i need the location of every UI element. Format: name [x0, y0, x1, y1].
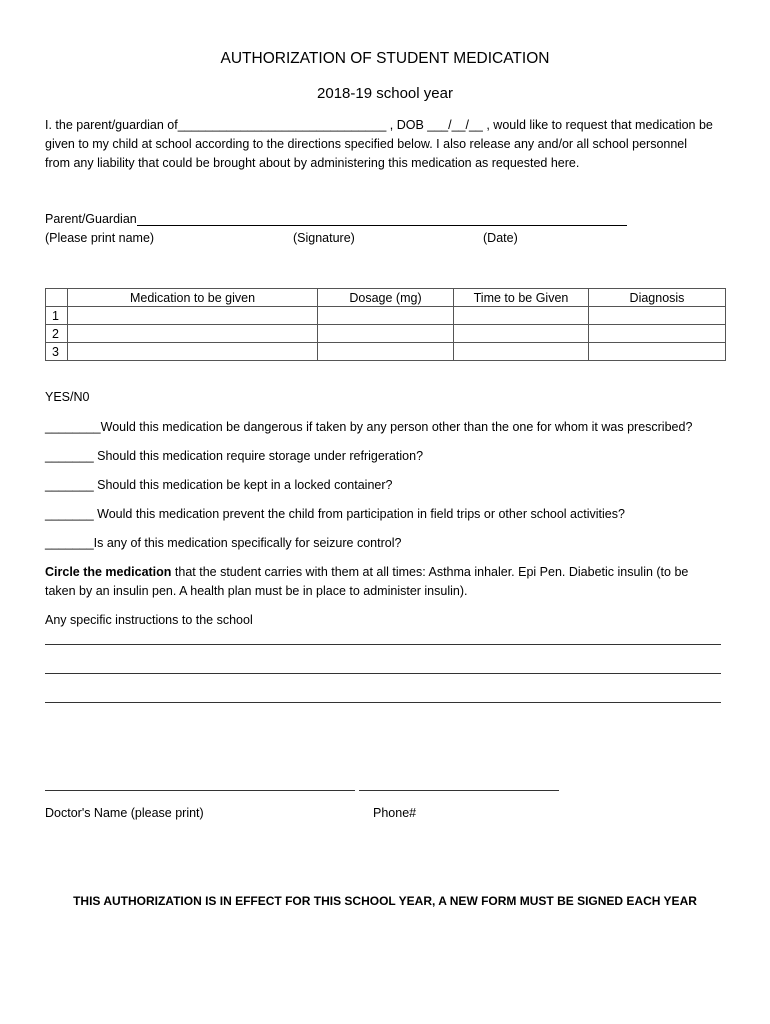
medication-cell[interactable] — [68, 343, 318, 361]
medication-cell[interactable] — [68, 307, 318, 325]
row-number: 2 — [46, 325, 68, 343]
header-dosage: Dosage (mg) — [318, 289, 454, 307]
date-label: (Date) — [483, 231, 518, 245]
question-2[interactable]: _______ Should this medication require storage under refrigeration? — [45, 449, 424, 463]
print-name-label: (Please print name) — [45, 231, 155, 245]
form-title: AUTHORIZATION OF STUDENT MEDICATION — [220, 50, 550, 67]
instructions-line-2[interactable] — [45, 673, 721, 674]
instructions-line-1[interactable] — [45, 644, 721, 645]
footer-notice: THIS AUTHORIZATION IS IN EFFECT FOR THIS SCHOOL YEAR, A NEW FORM MUST BE SIGNED EACH YEAR — [73, 894, 697, 908]
instructions-label: Any specific instructions to the school — [45, 613, 253, 627]
table-row — [46, 343, 726, 361]
phone-field[interactable] — [359, 790, 559, 791]
parent-guardian-sublabels — [45, 231, 545, 249]
circle-medication-line-2: taken by an insulin pen. A health plan must be in place to administer insulin). — [45, 584, 468, 598]
dosage-cell[interactable] — [318, 307, 454, 325]
row-number: 1 — [46, 307, 68, 325]
phone-label: Phone# — [373, 806, 417, 820]
time-cell[interactable] — [454, 325, 589, 343]
school-year-subtitle: 2018-19 school year — [317, 85, 453, 102]
signature-label: (Signature) — [293, 231, 355, 245]
header-time: Time to be Given — [454, 289, 589, 307]
doctor-name-field[interactable] — [45, 790, 355, 791]
instructions-line-3[interactable] — [45, 702, 721, 703]
circle-medication-line-1 — [45, 565, 688, 579]
table-header-row — [46, 289, 726, 307]
medication-cell[interactable] — [68, 325, 318, 343]
diagnosis-cell[interactable] — [589, 325, 726, 343]
dosage-cell[interactable] — [318, 343, 454, 361]
intro-paragraph — [45, 116, 715, 173]
yes-no-label: YES/N0 — [45, 390, 90, 404]
question-4[interactable]: _______ Would this medication prevent the child from participation in field trips or other school activities? — [45, 507, 625, 521]
parent-guardian-field[interactable] — [137, 212, 627, 226]
doctor-name-label: Doctor's Name (please print) — [45, 806, 204, 820]
parent-guardian-label: Parent/Guardian — [45, 212, 137, 226]
time-cell[interactable] — [454, 307, 589, 325]
parent-guardian-line — [45, 212, 627, 226]
medication-table — [45, 288, 726, 361]
question-1[interactable]: ________Would this medication be dangerous if taken by any person other than the one for whom it was prescribed? — [45, 420, 693, 434]
intro-line-3: from any liability that could be brought about by administering this medication as requested here. — [45, 156, 580, 170]
circle-medication-bold: Circle the medication — [45, 565, 172, 579]
diagnosis-cell[interactable] — [589, 307, 726, 325]
table-row — [46, 325, 726, 343]
intro-line-2: given to my child at school according to the directions specified below. I also release any and/or all school personnel — [45, 137, 688, 151]
question-3[interactable]: _______ Should this medication be kept in a locked container? — [45, 478, 393, 492]
circle-medication-options: that the student carries with them at all times: Asthma inhaler. Epi Pen. Diabetic insulin (to be — [171, 565, 689, 579]
header-num — [46, 289, 68, 307]
intro-line-1: I. the parent/guardian of______________________________ , DOB ___/__/__ , would like to request that medication be — [45, 118, 713, 132]
dosage-cell[interactable] — [318, 325, 454, 343]
row-number: 3 — [46, 343, 68, 361]
header-diagnosis: Diagnosis — [589, 289, 726, 307]
diagnosis-cell[interactable] — [589, 343, 726, 361]
time-cell[interactable] — [454, 343, 589, 361]
header-medication: Medication to be given — [68, 289, 318, 307]
question-5[interactable]: _______Is any of this medication specifically for seizure control? — [45, 536, 402, 550]
table-row — [46, 307, 726, 325]
